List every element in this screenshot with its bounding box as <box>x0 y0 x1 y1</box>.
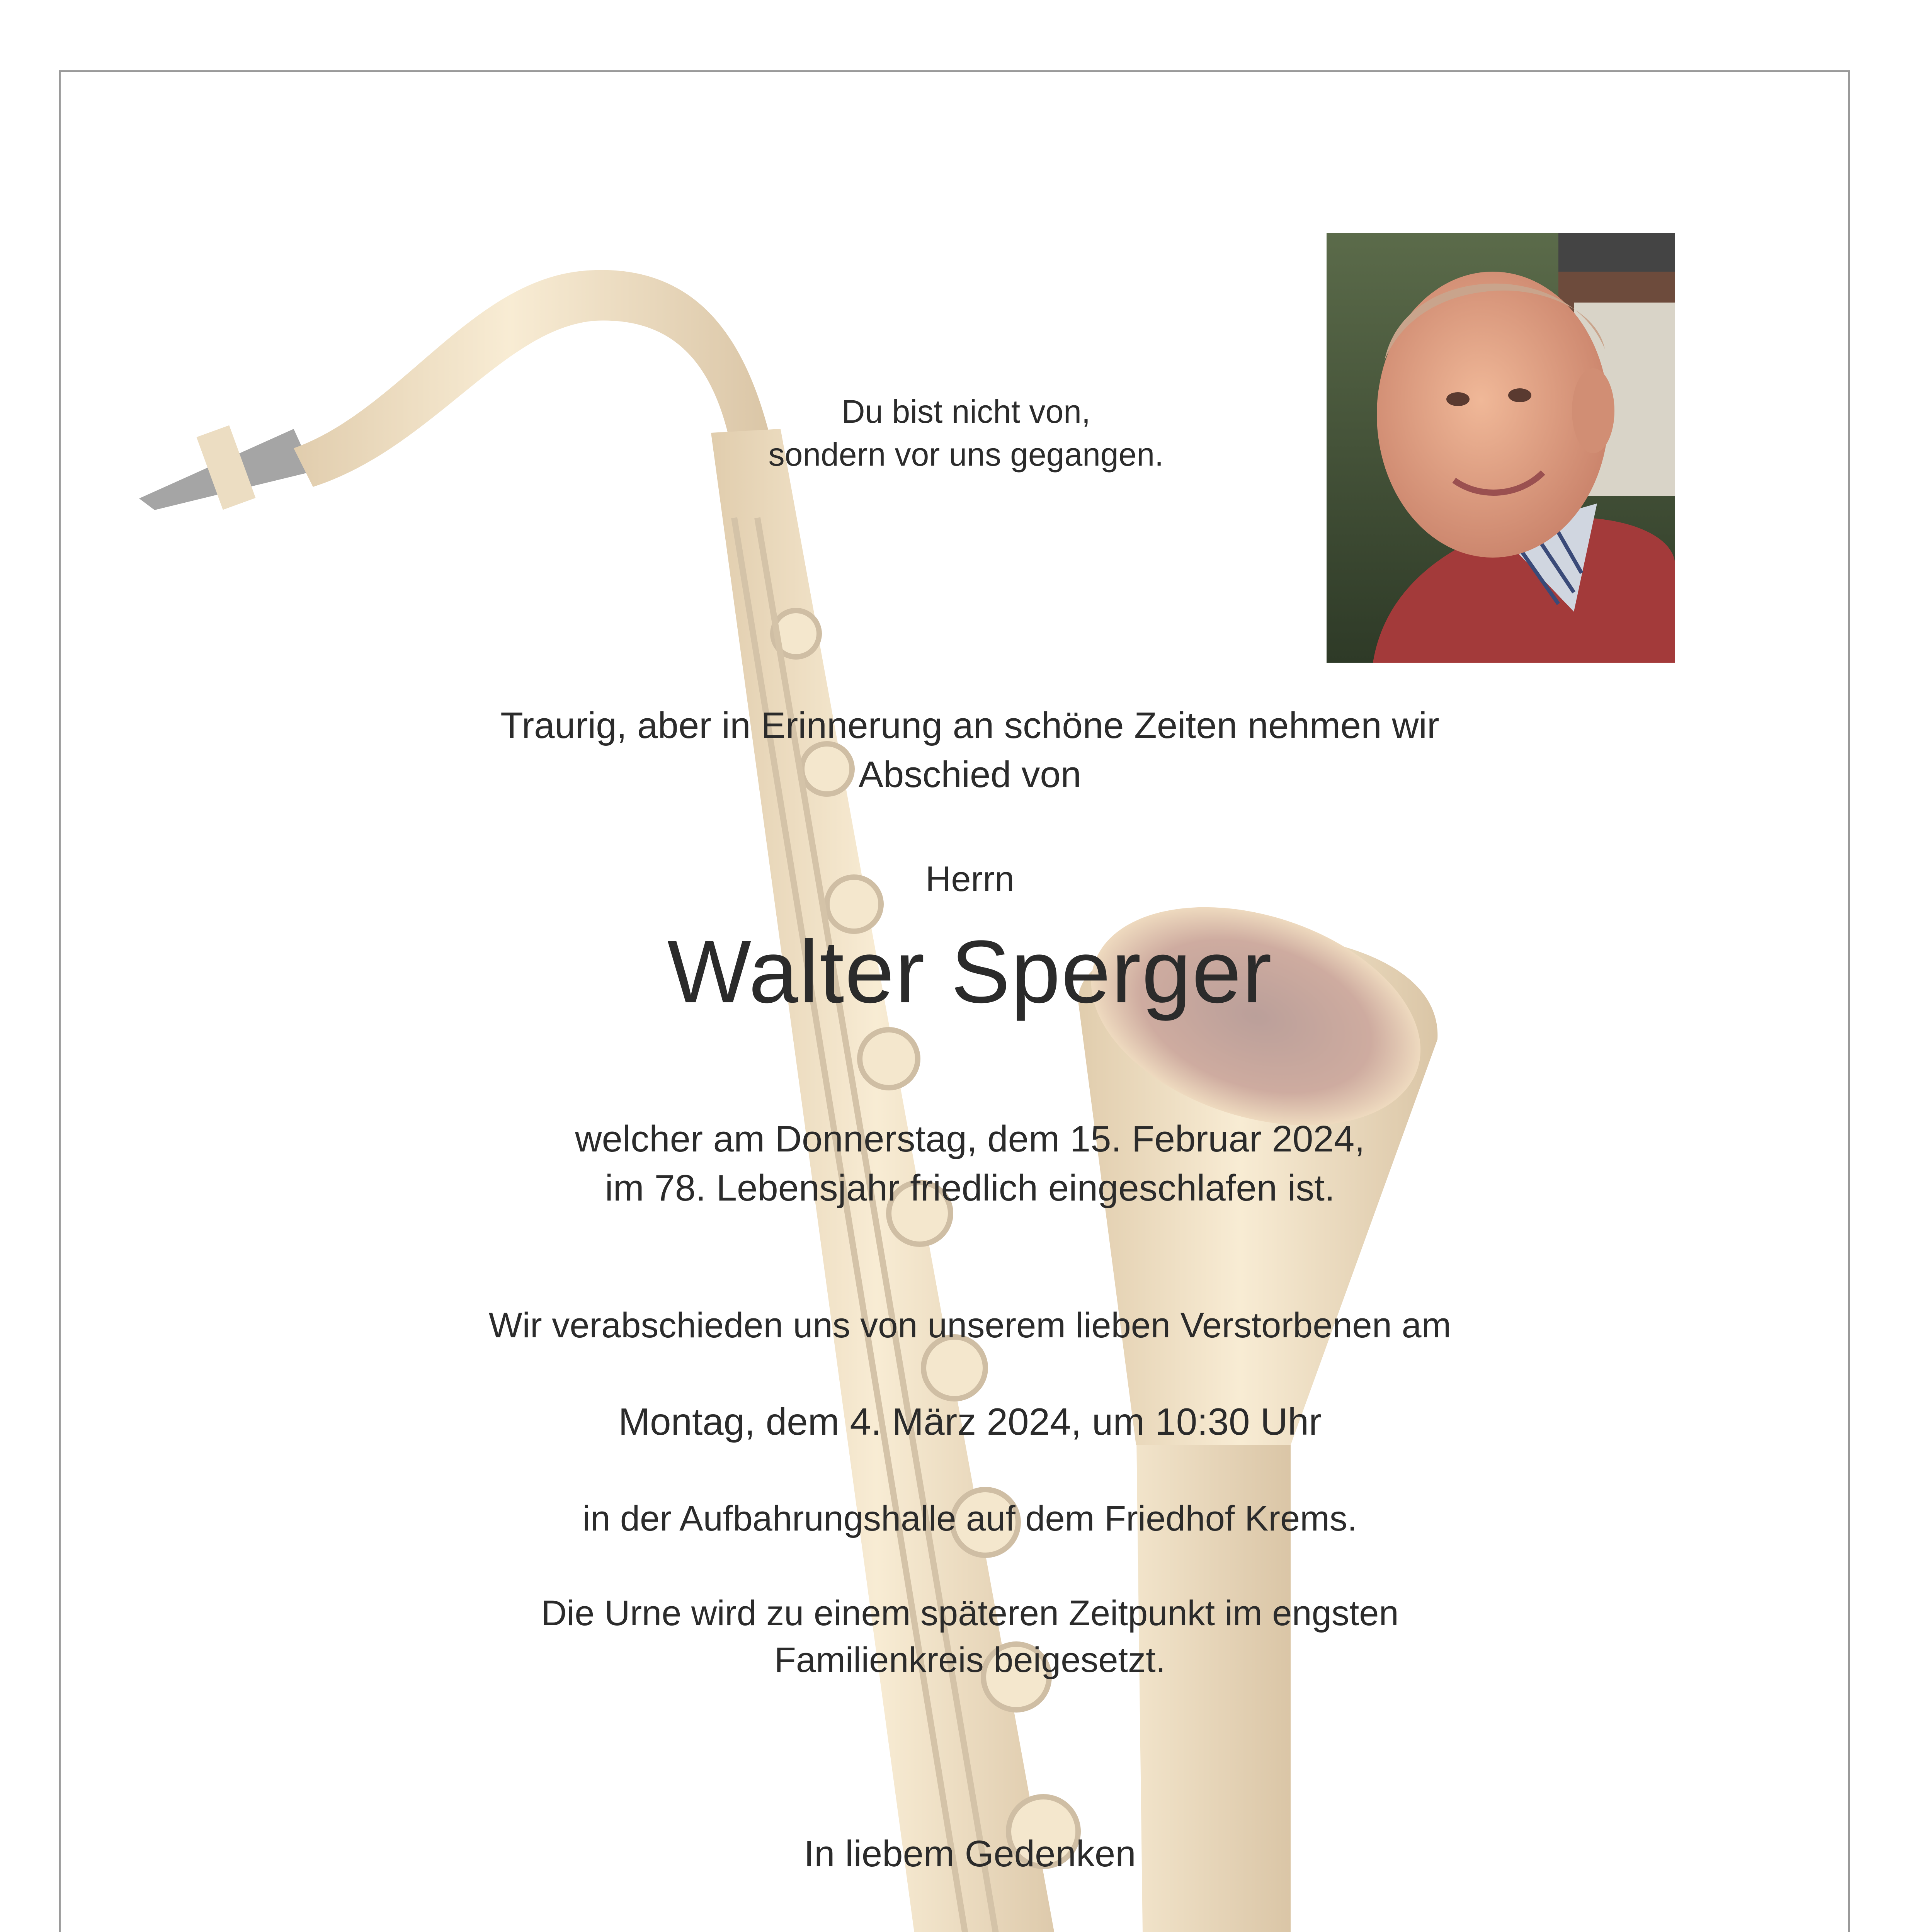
memorial-quote: Du bist nicht von, sondern vor uns gegangen. <box>768 393 1164 473</box>
ceremony-location: in der Aufbahrungshalle auf dem Friedhof Krems. <box>582 1499 1357 1538</box>
salutation: Herrn <box>925 859 1015 899</box>
deceased-name: Walter Sperger <box>667 922 1273 1021</box>
urn-info: Die Urne wird zu einem späteren Zeitpunkt im engsten Familienkreis beigesetzt. <box>541 1594 1399 1680</box>
portrait-photo <box>1327 233 1675 663</box>
death-info: welcher am Donnerstag, dem 15. Februar 2024, im 78. Lebensjahr friedlich eingeschlafen ist. <box>575 1118 1365 1209</box>
memorial-phrase: In liebem Gedenken <box>804 1833 1136 1874</box>
farewell-intro: Wir verabschieden uns von unserem lieben Verstorbenen am <box>488 1306 1451 1345</box>
ceremony-datetime: Montag, dem 4. März 2024, um 10:30 Uhr <box>618 1400 1322 1443</box>
mourner-name <box>232 1930 1708 1932</box>
intro-text: Traurig, aber in Erinnerung an schöne Zeiten nehmen wir Abschied von <box>500 705 1439 795</box>
